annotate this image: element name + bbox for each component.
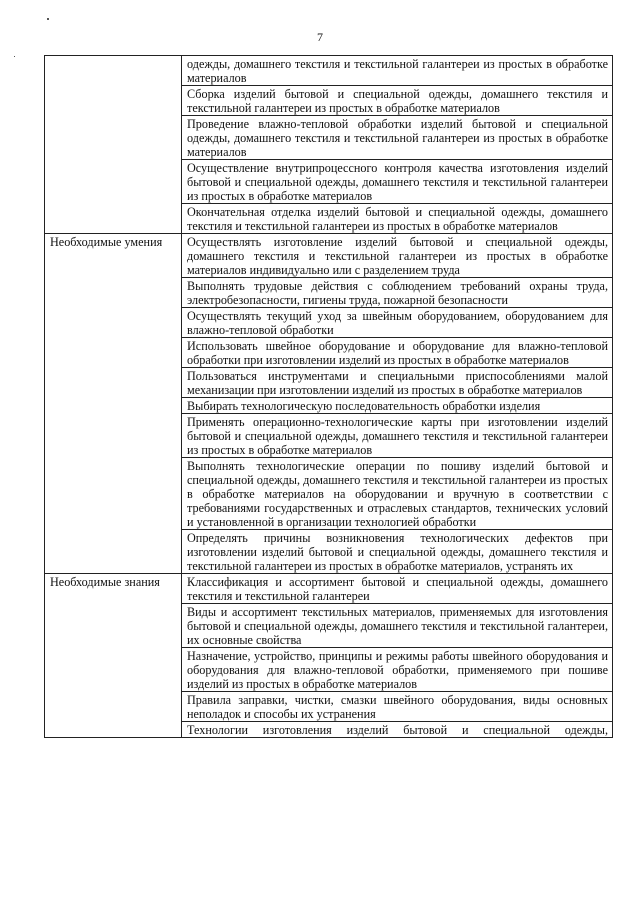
requirement-text: Пользоваться инструментами и специальными приспособлениями малой механизации при изготовлении изделий из простых в обработке материалов [182,368,613,398]
section-label: Необходимые умения [45,234,182,574]
requirement-text: Осуществление внутрипроцессного контроля качества изготовления изделий бытовой и специальной одежды, домашнего текстиля и текстильной галантереи из простых в обработке материалов [182,160,613,204]
competency-table [44,55,613,738]
requirement-text: Правила заправки, чистки, смазки швейного оборудования, виды основных неполадок и способы их устранения [182,692,613,722]
requirement-text: Проведение влажно-тепловой обработки изделий бытовой и специальной одежды, домашнего текстиля и текстильной галантереи из простых в обработке материалов [182,116,613,160]
table-row [45,574,613,604]
table-row [45,56,613,86]
table-body [45,56,613,738]
requirement-text: Определять причины возникновения технологических дефектов при изготовлении изделий бытовой и специальной одежды, домашнего текстиля и текстильной галантереи из простых в обработке материалов, устранять их [182,530,613,574]
requirement-text: одежды, домашнего текстиля и текстильной галантереи из простых в обработке материалов [182,56,613,86]
page-number: 7 [317,30,323,44]
scan-speck [14,56,15,57]
requirement-text: Выполнять технологические операции по пошиву изделий бытовой и специальной одежды, домашнего текстиля и текстильной галантереи из простых в обработке материалов на оборудовании и вручную в соответствии с требованиями государственных и отраслевых стандартов, технических условий и установленной в организации технологией обработки [182,458,613,530]
requirement-text: Технологии изготовления изделий бытовой и специальной одежды, [182,722,613,738]
requirement-text: Выполнять трудовые действия с соблюдением требований охраны труда, электробезопасности, гигиены труда, пожарной безопасности [182,278,613,308]
requirement-text: Окончательная отделка изделий бытовой и специальной одежды, домашнего текстиля и текстильной галантереи из простых в обработке материалов [182,204,613,234]
requirement-text: Сборка изделий бытовой и специальной одежды, домашнего текстиля и текстильной галантереи из простых в обработке материалов [182,86,613,116]
scan-speck [47,18,49,20]
requirement-text: Классификация и ассортимент бытовой и специальной одежды, домашнего текстиля и текстильной галантереи [182,574,613,604]
requirement-text: Применять операционно-технологические карты при изготовлении изделий бытовой и специальной одежды, домашнего текстиля и текстильной галантереи из простых в обработке материалов [182,414,613,458]
requirement-text: Виды и ассортимент текстильных материалов, применяемых для изготовления бытовой и специальной одежды, домашнего текстиля и текстильной галантереи, их основные свойства [182,604,613,648]
requirement-text: Выбирать технологическую последовательность обработки изделия [182,398,613,414]
section-label [45,56,182,234]
requirement-text: Использовать швейное оборудование и оборудование для влажно-тепловой обработки при изготовлении изделий из простых в обработке материалов [182,338,613,368]
section-label: Необходимые знания [45,574,182,738]
table-row [45,234,613,278]
requirement-text: Назначение, устройство, принципы и режимы работы швейного оборудования и оборудования для влажно-тепловой обработки, применяемого при пошиве изделий из простых в обработке материалов [182,648,613,692]
requirement-text: Осуществлять изготовление изделий бытовой и специальной одежды, домашнего текстиля и текстильной галантереи из простых в обработке материалов индивидуально или с разделением труда [182,234,613,278]
requirement-text: Осуществлять текущий уход за швейным оборудованием, оборудованием для влажно-тепловой обработки [182,308,613,338]
